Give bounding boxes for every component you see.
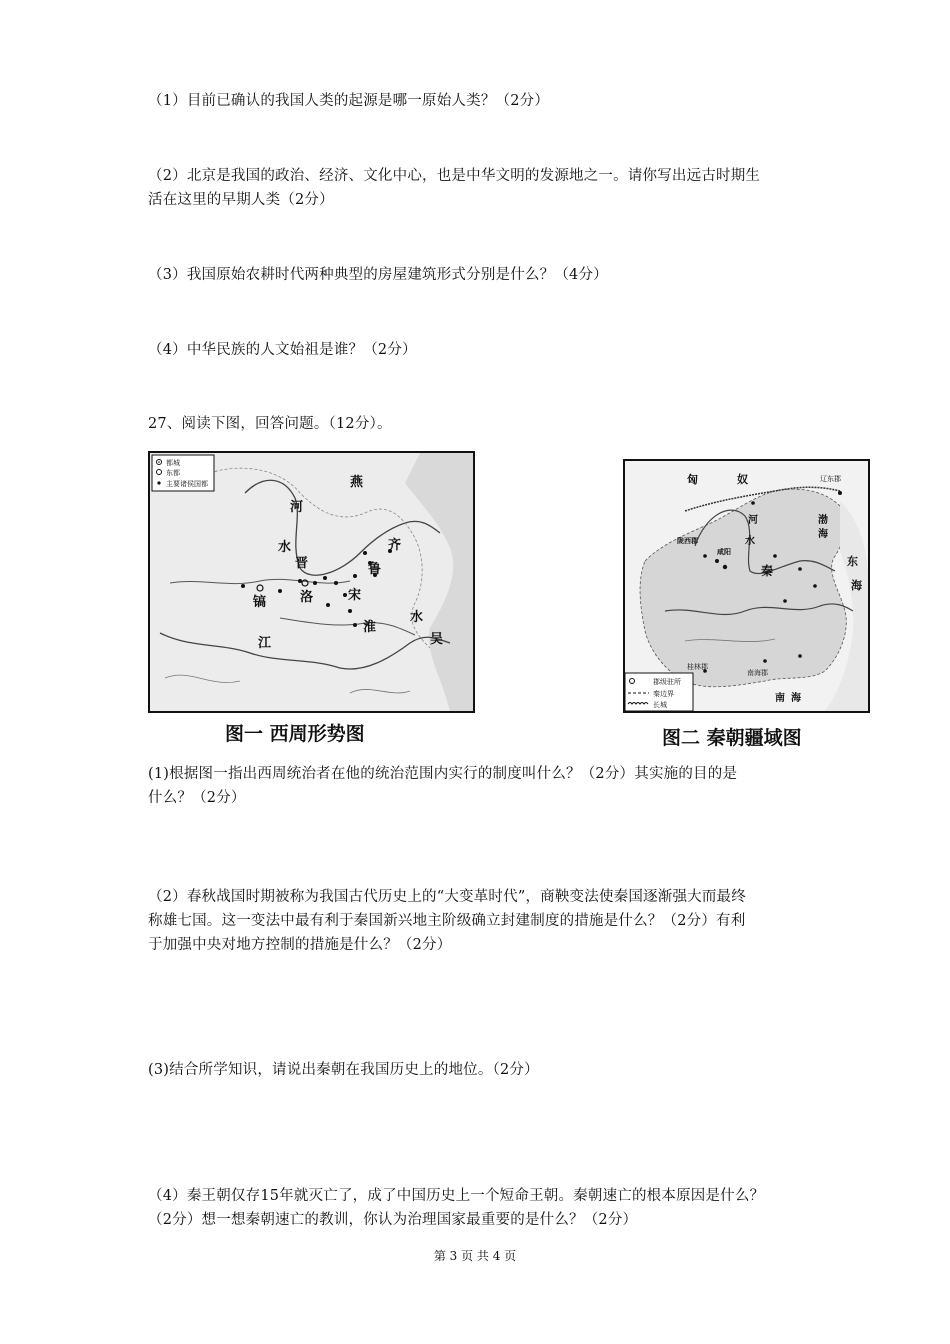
map-qin-territory [623,459,870,713]
map-western-zhou-drawing [150,453,473,711]
map1-label-wu: 吴 [430,632,444,647]
map-qin-territory-drawing [625,461,868,711]
map1-label-he: 河 [290,500,304,515]
q27-part1-line2: 什么？（2分） [148,790,246,806]
map1-label-lu: 鲁 [368,562,382,577]
q26-part1: （1）目前已确认的我国人类的起源是哪一原始人类？（2分） [148,93,550,109]
q26-part3: （3）我国原始农耕时代两种典型的房屋建筑形式分别是什么？（4分） [148,267,608,283]
q27-title: 27、阅读下图，回答问题。（12分）。 [148,416,392,432]
map2-label-nanhai2: 海 [791,693,801,704]
map2-label-donghai2: 海 [851,579,862,592]
page-footer: 第 3 页 共 4 页 [433,1249,517,1263]
map2-label-he: 河 [748,515,758,526]
map2-label-nanhai-jun: 南海郡 [747,669,768,677]
map2-legend-prefecture: 郡级驻所 [653,678,681,686]
q26-part4: （4）中华民族的人文始祖是谁？（2分） [148,342,417,358]
map1-label-jin: 晋 [295,556,309,571]
map2-label-donghai1: 东 [847,555,858,568]
map1-label-huai: 淮 [363,620,377,635]
q27-part2-line1: （2）春秋战国时期被称为我国古代历史上的“大变革时代”，商鞅变法使秦国逐渐强大而最终 [148,889,746,905]
map2-label-xianyang: 咸阳 [717,548,731,556]
map1-legend-capital: 都城 [166,459,180,467]
map2-label-nanhai1: 南 [775,693,785,704]
q27-part4-line1: （4）秦王朝仅存15年就灭亡了，成了中国历史上一个短命王朝。秦朝速亡的根本原因是什么？ [148,1188,765,1204]
map2-label-shui: 水 [745,536,755,547]
map2-label-longxi: 陇西郡 [677,537,698,545]
map2-label-bohai2: 海 [818,529,828,540]
map2-label-xiongnu2: 奴 [737,473,748,486]
map-western-zhou [148,451,475,713]
map2-label-qin: 秦 [761,564,774,578]
map1-label-yan: 燕 [350,475,364,490]
map1-legend-east-capital: 东都 [166,469,180,477]
map1-label-jiang: 江 [258,636,272,651]
q26-part2-line2: 活在这里的早期人类（2分） [148,192,334,208]
map1-label-shui2: 水 [410,610,424,625]
map1-label-hao: 镐 [253,595,267,610]
map2-label-liaodong: 辽东郡 [820,475,841,483]
map2-label-guilin: 桂林郡 [687,663,708,671]
q27-part1-line1: (1)根据图一指出西周统治者在他的统治范围内实行的制度叫什么？（2分）其实施的目的是 [148,766,738,782]
q27-part4-line2: （2分）想一想秦朝速亡的教训，你认为治理国家最重要的是什么？（2分） [148,1212,638,1228]
map1-label-qi: 齐 [388,538,402,553]
q27-part2-line2: 称雄七国。这一变法中最有利于秦国新兴地主阶级确立封建制度的措施是什么？（2分）有利 [148,913,746,929]
map1-label-shui1: 水 [278,540,292,555]
q27-part2-line3: 于加强中央对地方控制的措施是什么？（2分） [148,937,452,953]
map2-legend-great-wall: 长城 [653,701,667,709]
map1-caption: 图一 西周形势图 [225,723,365,745]
q27-part3: (3)结合所学知识，请说出秦朝在我国历史上的地位。（2分） [148,1062,539,1078]
map1-legend-vassal-capitals: 主要诸侯国都 [166,480,208,488]
q26-part2-line1: （2）北京是我国的政治、经济、文化中心，也是中华文明的发源地之一。请你写出远古时期生 [148,168,761,184]
map2-label-bohai1: 渤 [818,515,828,526]
map2-label-xiongnu1: 匈 [687,473,698,486]
map2-caption: 图二 秦朝疆域图 [662,727,802,749]
map1-label-luo: 洛 [300,590,314,605]
map1-label-song: 宋 [348,588,362,603]
map2-legend-border: 秦边界 [653,690,674,698]
